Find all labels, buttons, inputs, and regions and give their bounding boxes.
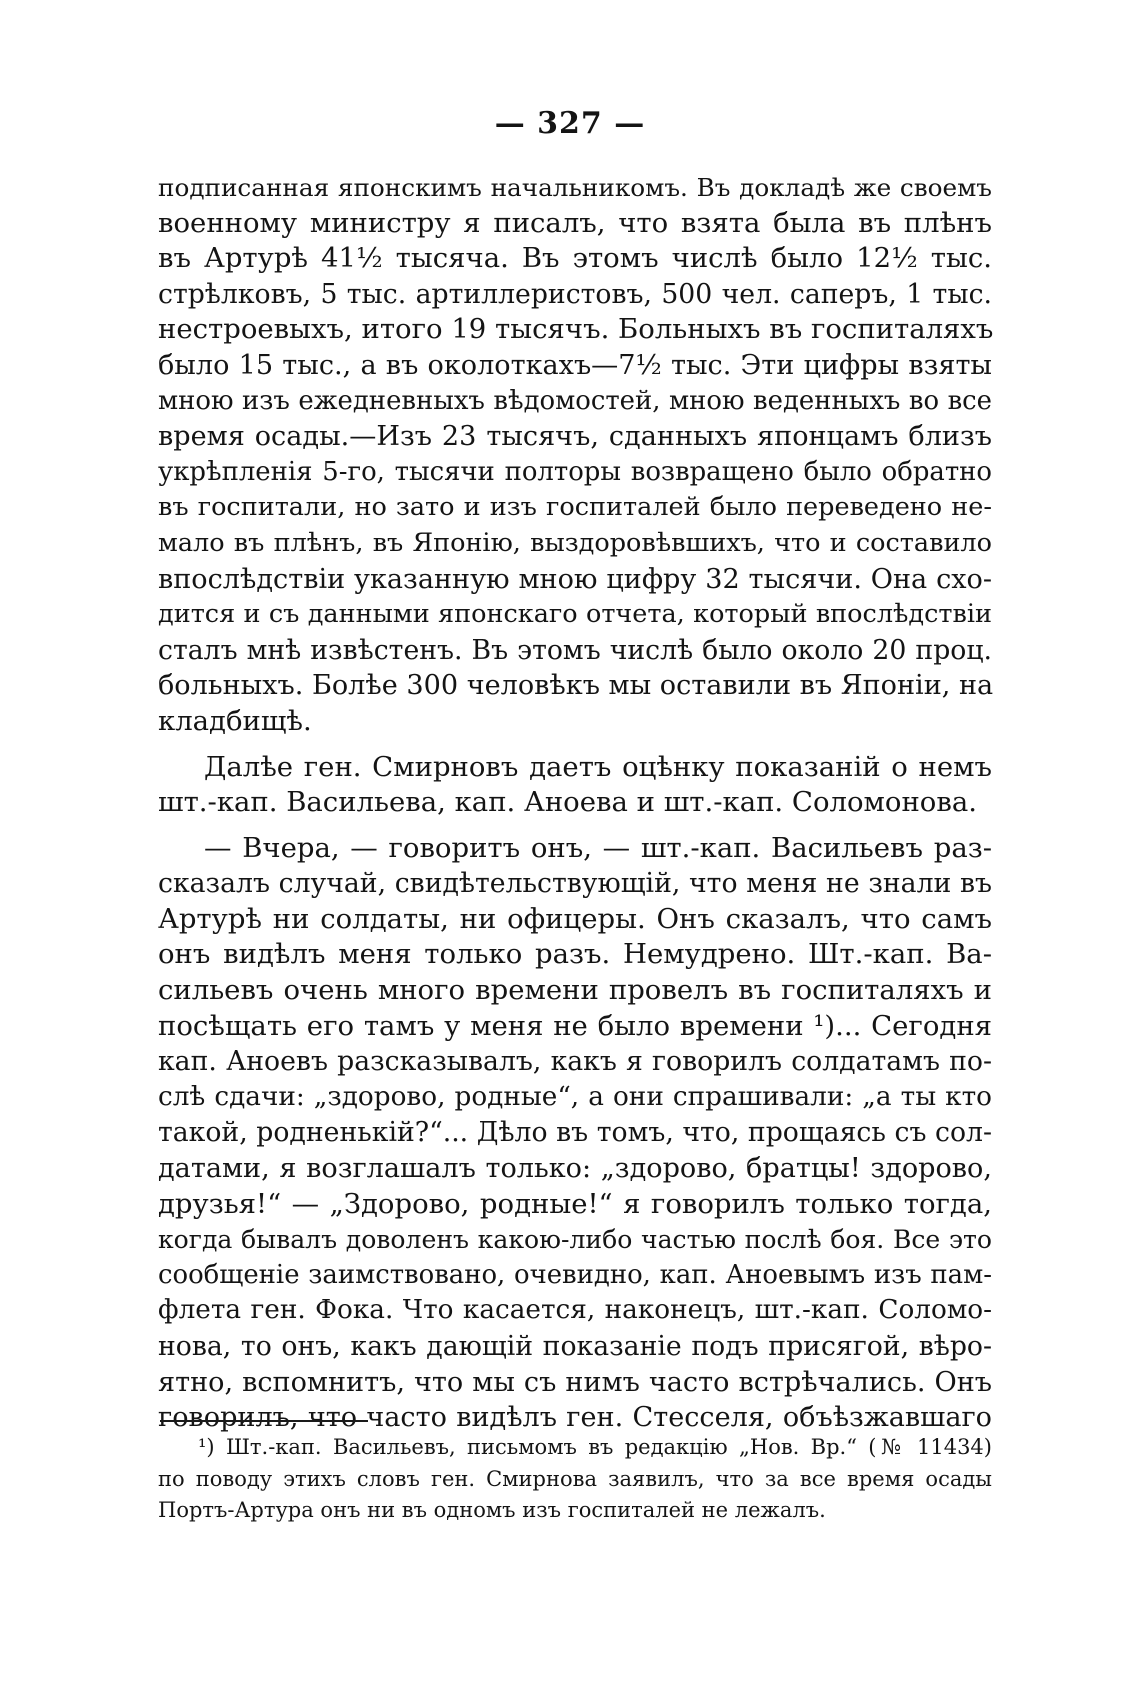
text-line: стрѣлковъ, 5 тыс. артиллеристовъ, 500 чел. саперъ, 1 тыс. bbox=[158, 278, 992, 310]
text-line: мало въ плѣнъ, въ Японію, выздоровѣвшихъ, что и составило bbox=[158, 527, 992, 558]
text-line: кладбищѣ. bbox=[158, 704, 312, 737]
text-line: мною изъ ежедневныхъ вѣдомостей, мною веденныхъ во все bbox=[158, 385, 992, 416]
text-line: шт.-кап. Васильева, кап. Аноева и шт.-кап. Соломонова. bbox=[158, 786, 977, 819]
text-line: друзья!“ — „Здорово, родные!“ я говорилъ только тогда, bbox=[158, 1187, 992, 1220]
text-line: больныхъ. Болѣе 300 человѣкъ мы оставили въ Японіи, на bbox=[158, 670, 994, 702]
footnote-line: Портъ-Артура онъ ни въ одномъ изъ госпиталей не лежалъ. bbox=[158, 1498, 826, 1522]
text-line: кап. Аноевъ разсказывалъ, какъ я говорилъ солдатамъ по- bbox=[158, 1046, 992, 1078]
footnote-line: по поводу этихъ словъ ген. Смирнова заявилъ, что за все время осады bbox=[158, 1466, 992, 1491]
footnotes bbox=[158, 1432, 992, 1527]
text-line: флета ген. Фока. Что касается, наконецъ, шт.-кап. Соломо- bbox=[158, 1295, 992, 1326]
body-text bbox=[158, 170, 992, 1436]
text-line: сказалъ случай, свидѣтельствующій, что меня не знали въ bbox=[158, 868, 992, 900]
paragraph-gap bbox=[158, 740, 992, 750]
footnote-line: ¹) Шт.-кап. Васильевъ, письмомъ въ редакцію „Нов. Вр.“ (№ 11434) bbox=[198, 1435, 992, 1459]
text-line: такой, родненькій?“... Дѣло въ томъ, что, прощаясь съ сол- bbox=[158, 1117, 992, 1149]
text-line: время осады.—Изъ 23 тысячъ, сданныхъ японцамъ близъ bbox=[158, 421, 992, 453]
text-line: Далѣе ген. Смирновъ даетъ оцѣнку показаній о немъ bbox=[204, 750, 992, 783]
text-line: сообщеніе заимствовано, очевидно, кап. Аноевымъ изъ пам- bbox=[158, 1259, 992, 1290]
text-line: — Вчера, — говоритъ онъ, — шт.-кап. Васильевъ раз- bbox=[204, 831, 992, 864]
text-line: ятно, вспомнитъ, что мы съ нимъ часто встрѣчались. Онъ bbox=[158, 1366, 992, 1398]
text-line: въ госпитали, но зато и изъ госпиталей было переведено не- bbox=[158, 492, 992, 523]
text-line: слѣ сдачи: „здорово, родные“, а они спрашивали: „а ты кто bbox=[158, 1081, 992, 1112]
text-line: укрѣпленія 5-го, тысячи полторы возвращено было обратно bbox=[158, 456, 992, 487]
text-line: сильевъ очень много времени провелъ въ госпиталяхъ и bbox=[158, 974, 992, 1007]
text-line: посѣщать его тамъ у меня не было времени ¹)... Сегодня bbox=[158, 1009, 992, 1042]
text-line: Артурѣ ни солдаты, ни офицеры. Онъ сказалъ, что самъ bbox=[158, 902, 992, 935]
text-line: было 15 тыс., а въ околоткахъ—7½ тыс. Эти цифры взяты bbox=[158, 349, 992, 381]
text-line: говорилъ, что часто видѣлъ ген. Стесселя, объѣзжавшаго bbox=[158, 1402, 992, 1434]
paragraph-gap bbox=[158, 821, 992, 831]
text-line: нестроевыхъ, итого 19 тысячъ. Больныхъ въ госпиталяхъ bbox=[158, 313, 994, 346]
text-line: когда бывалъ доволенъ какою-либо частью послѣ боя. Все это bbox=[158, 1225, 992, 1255]
text-line: впослѣдствіи указанную мною цифру 32 тысячи. Она схо- bbox=[158, 563, 992, 595]
page-number: — 327 — bbox=[494, 106, 646, 141]
text-line: подписанная японскимъ начальникомъ. Въ докладѣ же своемъ bbox=[158, 173, 992, 202]
text-line: дится и съ данными японскаго отчета, который впослѣдствіи bbox=[158, 599, 992, 630]
text-line: датами, я возглашалъ только: „здорово, братцы! здорово, bbox=[158, 1153, 992, 1185]
text-line: нова, то онъ, какъ дающій показаніе подъ присягой, вѣро- bbox=[158, 1331, 992, 1362]
text-line: онъ видѣлъ меня только разъ. Немудрено. Шт.-кап. Ва- bbox=[158, 938, 992, 971]
text-line: сталъ мнѣ извѣстенъ. Въ этомъ числѣ было около 20 проц. bbox=[158, 634, 992, 666]
footnote-divider bbox=[160, 1420, 368, 1422]
text-line: въ Артурѣ 41½ тысяча. Въ этомъ числѣ было 12½ тыс. bbox=[158, 242, 992, 275]
text-line: военному министру я писалъ, что взята была въ плѣнъ bbox=[158, 206, 992, 239]
